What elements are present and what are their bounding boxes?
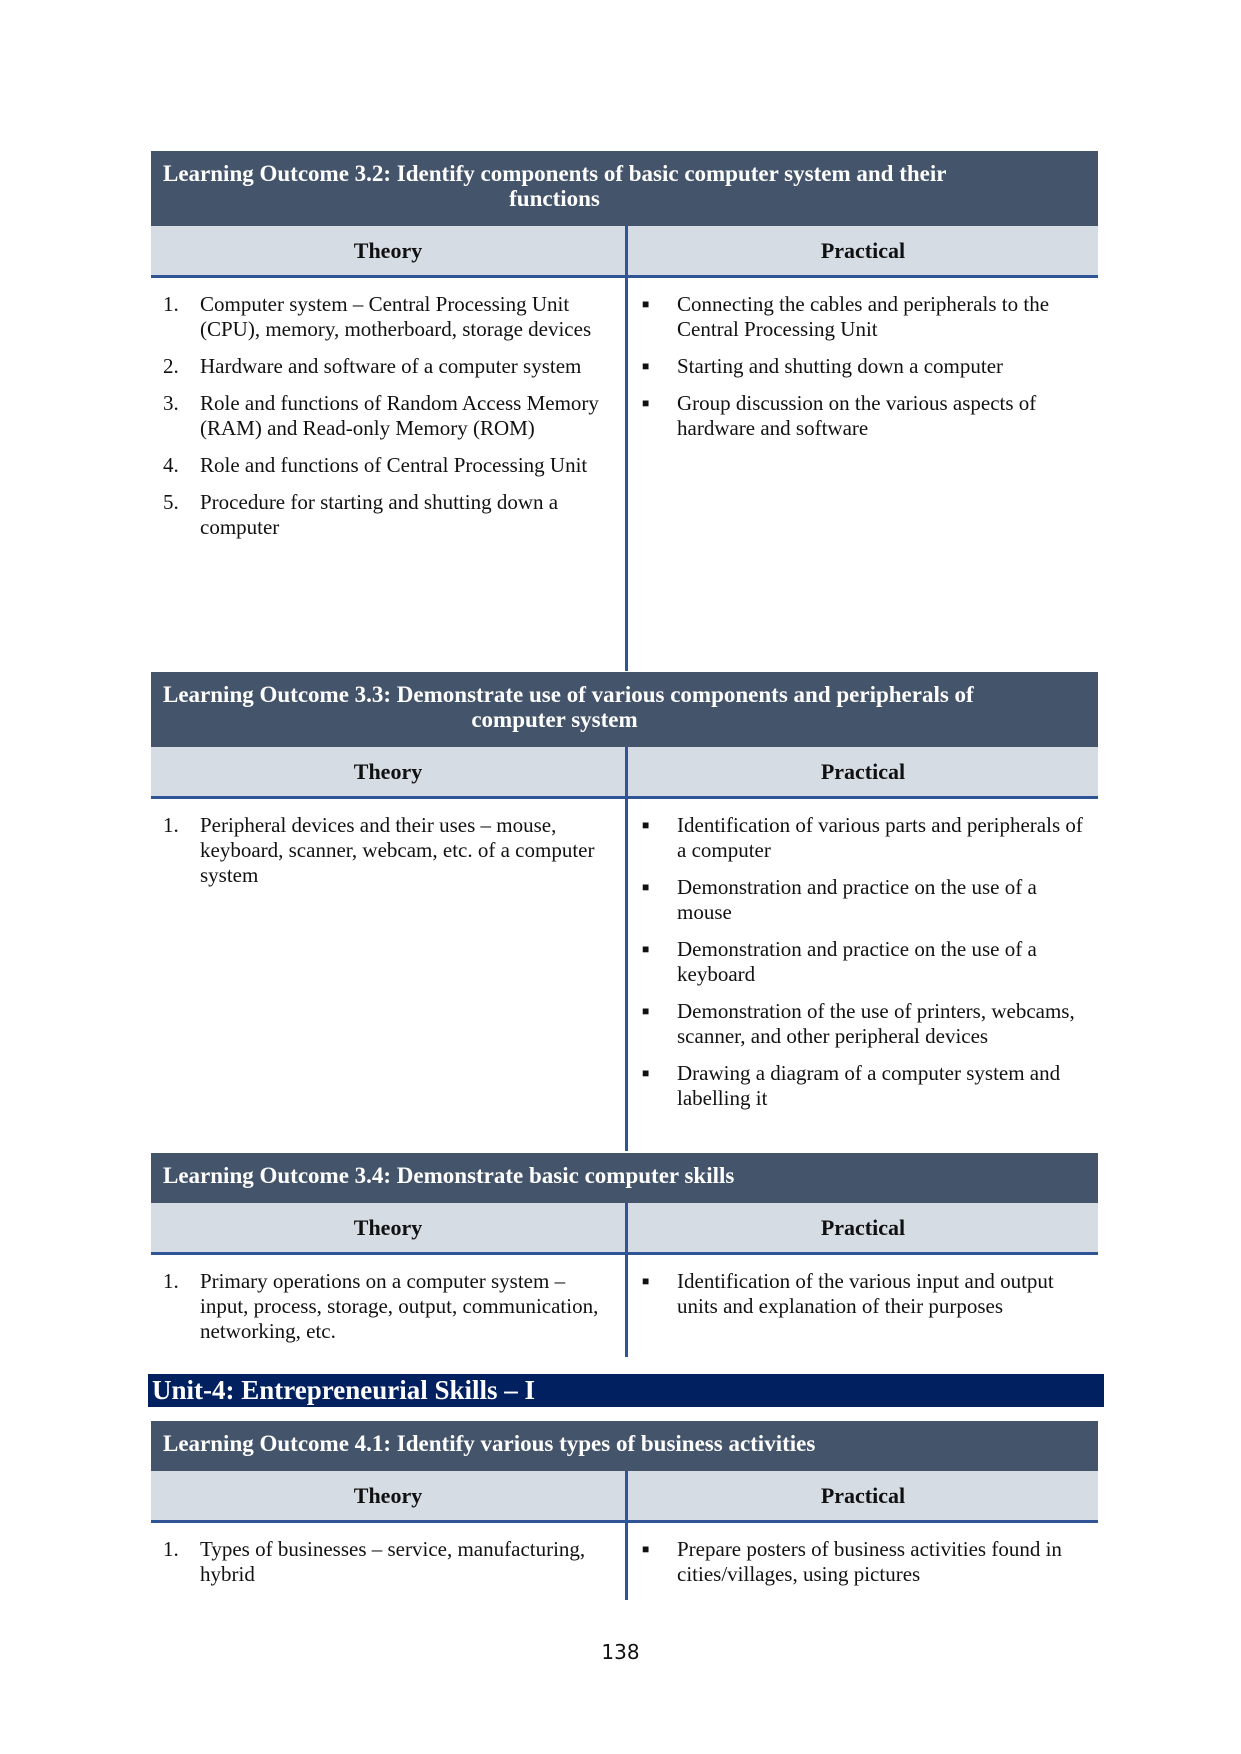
item-text: Computer system – Central Processing Unit (CPU), memory, motherboard, storage devices [200,292,592,341]
square-bullet-icon: ■ [642,1542,650,1556]
outcome-heading-line1: Learning Outcome 3.3: Demonstrate use of various components and peripherals of [163,682,974,707]
item-number: 4. [163,453,179,477]
theory-column-header: Theory [151,1471,628,1520]
theory-column-header: Theory [151,226,628,275]
practical-list [640,1537,1090,1587]
item-text: Demonstration and practice on the use of a keyboard [677,937,1037,986]
item-number: 5. [163,490,179,514]
theory-column [151,799,628,1151]
item-text: Peripheral devices and their uses – mouse, keyboard, scanner, webcam, etc. of a computer system [200,813,595,887]
page-number: 138 [601,1640,640,1664]
practical-column-header: Practical [820,758,906,784]
learning-outcome-3-3 [151,672,1098,1151]
outcome-heading-line2: computer system [471,707,638,732]
theory-column [151,1255,628,1357]
practical-column [628,1255,1098,1357]
outcome-heading-line1: Learning Outcome 4.1: Identify various types of business activities [163,1431,816,1456]
item-number: 1. [163,813,179,837]
practical-list [640,813,1090,1111]
item-text: Identification of the various input and output units and explanation of their purposes [677,1269,1054,1318]
practical-column-header: Practical [820,1214,906,1240]
item-text: Primary operations on a computer system – input, process, storage, output, communication, networking, etc. [200,1269,599,1343]
column-header-row [151,226,1098,278]
item-text: Role and functions of Central Processing Unit [200,453,588,477]
outcome-heading [151,1153,1098,1203]
theory-column [151,1523,628,1600]
outcome-heading [151,672,1098,747]
item-text: Group discussion on the various aspects of hardware and software [677,391,1037,440]
outcome-heading [151,1421,1098,1471]
list-item [640,292,1090,342]
list-item [163,453,615,478]
square-bullet-icon: ■ [642,1274,650,1288]
square-bullet-icon: ■ [642,818,650,832]
outcome-heading-line1: Learning Outcome 3.4: Demonstrate basic computer skills [163,1163,735,1188]
theory-column-header: Theory [151,1203,628,1252]
list-item [640,391,1090,441]
practical-column [628,278,1098,671]
square-bullet-icon: ■ [642,1066,650,1080]
list-item [163,292,615,342]
square-bullet-icon: ■ [642,1004,650,1018]
list-item [640,1061,1090,1111]
item-number: 1. [163,1269,179,1293]
practical-column-header: Practical [820,1482,906,1508]
item-text: Identification of various parts and peripherals of a computer [677,813,1083,862]
learning-outcome-3-4 [151,1153,1098,1357]
item-text: Connecting the cables and peripherals to the Central Processing Unit [677,292,1050,341]
column-header-row [151,747,1098,799]
square-bullet-icon: ■ [642,359,650,373]
content-row [151,1255,1098,1357]
item-text: Starting and shutting down a computer [677,354,1004,378]
item-text: Types of businesses – service, manufacturing, hybrid [200,1537,586,1586]
square-bullet-icon: ■ [642,942,650,956]
item-text: Drawing a diagram of a computer system and labelling it [677,1061,1061,1110]
unit-heading-banner: Unit-4: Entrepreneurial Skills – I [148,1374,1104,1407]
list-item [163,354,615,379]
practical-column [628,1523,1098,1600]
item-text: Procedure for starting and shutting down a computer [200,490,559,539]
practical-list [640,292,1090,441]
list-item [163,490,615,540]
item-text: Role and functions of Random Access Memory (RAM) and Read-only Memory (ROM) [200,391,599,440]
practical-list [640,1269,1090,1319]
theory-column [151,278,628,671]
outcome-heading-line1: Learning Outcome 3.2: Identify components of basic computer system and their [163,161,947,186]
item-number: 3. [163,391,179,415]
theory-list [163,1269,615,1344]
column-header-row [151,1471,1098,1523]
learning-outcome-3-2 [151,151,1098,671]
square-bullet-icon: ■ [642,396,650,410]
list-item [163,1269,615,1344]
item-number: 1. [163,1537,179,1561]
square-bullet-icon: ■ [642,880,650,894]
item-text: Demonstration of the use of printers, webcams, scanner, and other peripheral devices [677,999,1075,1048]
theory-list [163,813,615,888]
practical-column [628,799,1098,1151]
list-item [640,1537,1090,1587]
content-row [151,799,1098,1151]
list-item [640,999,1090,1049]
content-row [151,1523,1098,1600]
list-item [163,1537,615,1587]
item-number: 1. [163,292,179,316]
outcome-heading-line2: functions [509,186,600,211]
learning-outcome-4-1 [151,1421,1098,1600]
list-item [640,354,1090,379]
list-item [163,391,615,441]
list-item [640,937,1090,987]
content-row [151,278,1098,671]
theory-column-header: Theory [151,747,628,796]
list-item [163,813,615,888]
practical-column-header: Practical [820,237,906,263]
theory-list [163,292,615,540]
item-text: Prepare posters of business activities found in cities/villages, using pictures [677,1537,1062,1586]
square-bullet-icon: ■ [642,297,650,311]
list-item [640,875,1090,925]
list-item [640,1269,1090,1319]
theory-list [163,1537,615,1587]
list-item [640,813,1090,863]
outcome-heading [151,151,1098,226]
item-text: Hardware and software of a computer system [200,354,582,378]
item-number: 2. [163,354,179,378]
item-text: Demonstration and practice on the use of a mouse [677,875,1037,924]
column-header-row [151,1203,1098,1255]
